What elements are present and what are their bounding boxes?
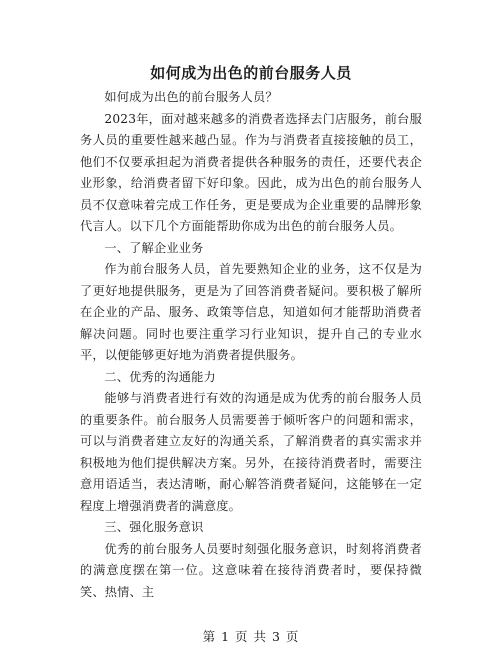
document-title: 如何成为出色的前台服务人员: [150, 64, 352, 82]
section-paragraph-3: 优秀的前台服务人员要时刻强化服务意识，时刻将消费者的满意度摆在第一位。这意味着在接待消费者时，要保持微笑、热情、主: [80, 541, 422, 599]
section-heading-3: 三、强化服务意识: [104, 520, 204, 534]
document-body: [80, 87, 422, 603]
section-heading-2: 二、优秀的沟通能力: [104, 369, 216, 384]
section-paragraph-1: 作为前台服务人员，首先要熟知企业的业务，这不仅是为了更好地提供服务，更是为了回答消费者疑问。要积极了解所在企业的产品、服务、政策等信息，知道如何才能帮助消费者解决问题。同时也要注重学习行业知识，提升自己的专业水平，以便能够更好地为消费者提供服务。: [80, 262, 422, 362]
section-paragraph-2: 能够与消费者进行有效的沟通是成为优秀的前台服务人员的重要条件。前台服务人员需要善于倾听客户的问题和需求，可以与消费者建立友好的沟通关系，了解消费者的真实需求并积极地为他们提供解决方案。另外，在接待消费者时，需要注意用语适当，表达清晰，耐心解答消费者疑问，这能够在一定程度上增强消费者的满意度。: [80, 391, 422, 513]
page-number-footer: 第 1 页 共 3 页: [202, 629, 300, 644]
section-heading-1: 一、了解企业业务: [104, 240, 204, 255]
intro-question: 如何成为出色的前台服务人员？: [104, 90, 278, 104]
intro-paragraph: 2023年，面对越来越多的消费者选择去门店服务，前台服务人员的重要性越来越凸显。作为与消费者直接接触的员工，他们不仅要承担起为消费者提供各种服务的责任，还要代表企业形象，给消费者留下好印象。因此，成为出色的前台服务人员不仅意味着完成工作任务，更是要成为企业重要的品牌形象代言人。以下几个方面能帮助你成为出色的前台服务人员。: [80, 111, 422, 233]
